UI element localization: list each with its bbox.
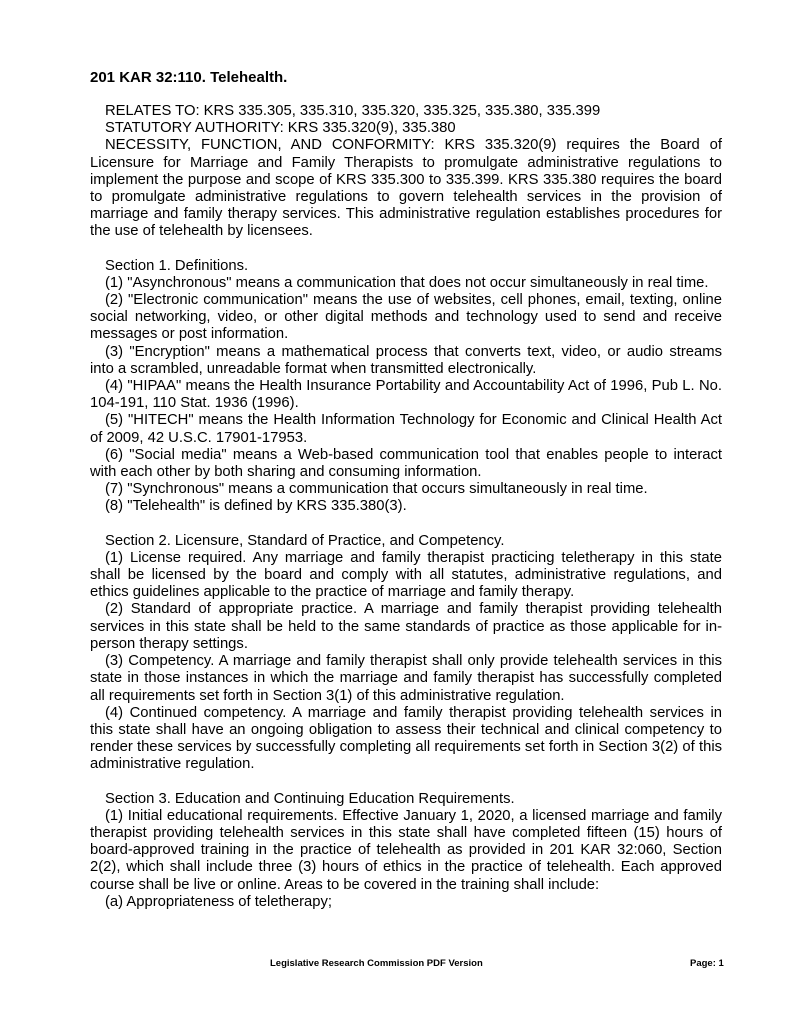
section-3-item-a: (a) Appropriateness of teletherapy; [105,893,333,910]
paragraph-gap [90,516,722,533]
document-title: 201 KAR 32:110. Telehealth. [90,69,288,86]
footer-page-number: Page: 1 [690,958,724,969]
section-2-heading: Section 2. Licensure, Standard of Practice, and Competency. [105,532,505,549]
definition-2: (2) "Electronic communication" means the use of websites, cell phones, email, texting, online social networking, video, or other digital methods and technology used to send and receive messages or post information. [90,292,722,343]
definition-6: (6) "Social media" means a Web-based communication tool that enables people to interact with each other by both sharing and consuming information. [90,446,722,481]
definition-7: (7) "Synchronous" means a communication that occurs simultaneously in real time. [105,481,648,498]
document-body [90,103,722,911]
section-2-item-3: (3) Competency. A marriage and family therapist shall only provide telehealth services in this state in those instances in which the marriage and family therapist has successfully completed all requirements set forth in Section 3(1) of this administrative regulation. [90,653,722,704]
section-3-item-1: (1) Initial educational requirements. Effective January 1, 2020, a licensed marriage and family therapist providing telehealth services in this state shall have completed fifteen (15) hours of board-approved training in the practice of telehealth as provided in 201 KAR 32:060, Section 2(2), which shall include three (3) hours of ethics in the practice of telehealth. Each approved course shall be live or online. Areas to be covered in the training shall include: [90,807,722,893]
relates-to-line: RELATES TO: KRS 335.305, 335.310, 335.320, 335.325, 335.380, 335.399 [105,103,601,119]
paragraph-gap [90,774,722,791]
section-3-heading: Section 3. Education and Continuing Education Requirements. [105,790,515,807]
definition-5: (5) "HITECH" means the Health Information Technology for Economic and Clinical Health Act of 2009, 42 U.S.C. 17901-17953. [90,412,722,446]
paragraph-gap [90,241,722,258]
statutory-authority-line: STATUTORY AUTHORITY: KRS 335.320(9), 335.380 [105,120,456,137]
footer-source: Legislative Research Commission PDF Version [270,958,483,969]
section-2-item-1: (1) License required. Any marriage and family therapist practicing teletherapy in this state shall be licensed by the board and comply with all statutes, administrative regulations, and ethics guidelines applicable to the practice of marriage and family therapy. [90,549,722,601]
definition-8: (8) "Telehealth" is defined by KRS 335.380(3). [105,498,407,515]
definition-4: (4) "HIPAA" means the Health Insurance Portability and Accountability Act of 1996, Pub L. No. 104-191, 110 Stat. 1936 (1996). [90,378,722,412]
definition-3: (3) "Encryption" means a mathematical process that converts text, video, or audio streams into a scrambled, unreadable format when transmitted electronically. [90,343,722,377]
section-2-item-4: (4) Continued competency. A marriage and family therapist providing telehealth services in this state shall have an ongoing obligation to assess their technical and clinical competency to render these services by successfully completing all requirements set forth in Section 3(2) of this administrative regulation. [90,704,722,773]
definition-1: (1) "Asynchronous" means a communication that does not occur simultaneously in real time. [105,274,709,291]
section-2-item-2: (2) Standard of appropriate practice. A marriage and family therapist providing telehealth services in this state shall be held to the same standards of practice as those applicable for in-person therapy settings. [90,601,722,652]
necessity-paragraph: NECESSITY, FUNCTION, AND CONFORMITY: KRS 335.320(9) requires the Board of Licensure for Marriage and Family Therapists to promulgate administrative regulations to implement the purpose and scope of KRS 335.300 to 335.399. KRS 335.380 requires the board to promulgate administrative regulations to govern telehealth services in the provision of marriage and family therapy services. This administrative regulation establishes procedures for the use of telehealth by licensees. [90,137,722,240]
section-1-heading: Section 1. Definitions. [105,257,249,274]
